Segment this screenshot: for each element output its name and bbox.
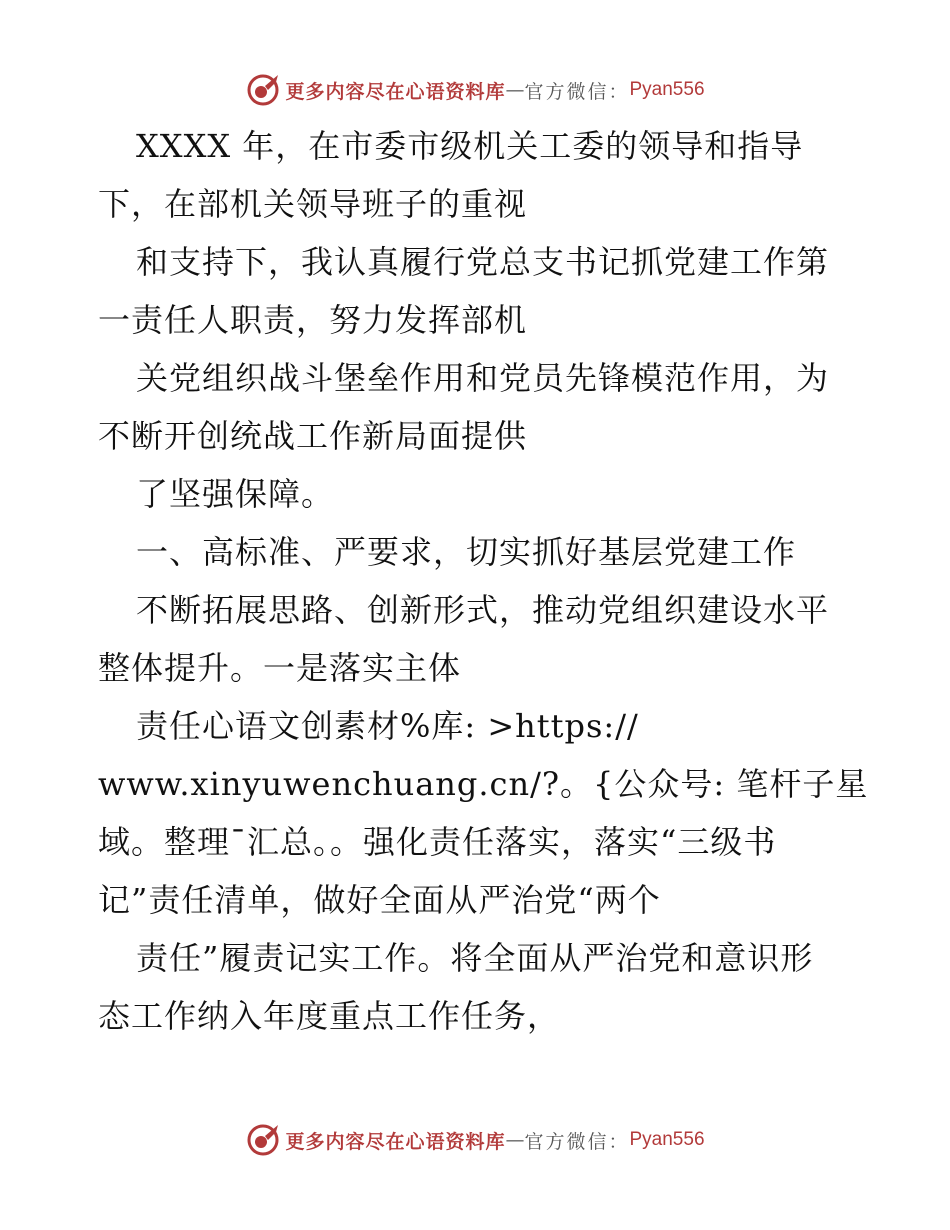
body-line: 不断开创统战工作新局面提供 <box>98 417 528 455</box>
section-heading: 一、高标准、严要求，切实抓好基层党建工作 <box>136 533 797 571</box>
body-line: 域。整理¯汇总。。强化责任落实，落实“三级书 <box>98 823 777 861</box>
watermark-header <box>0 70 950 110</box>
watermark-wechat-id: Pyan556 <box>629 79 705 100</box>
body-line: 责任心语文创素材%库: >https:// <box>136 707 639 745</box>
body-line: 和支持下，我认真履行党总支书记抓党建工作第 <box>136 243 830 281</box>
body-line: 态工作纳入年度重点工作任务， <box>98 997 561 1035</box>
watermark-footer <box>0 1120 950 1160</box>
body-line: 下，在部机关领导班子的重视 <box>98 185 528 223</box>
watermark-wechat-label: 官方微信： <box>524 80 630 103</box>
quill-seal-icon <box>245 72 281 108</box>
watermark-wechat-label: 官方微信： <box>524 1130 630 1153</box>
watermark-separator: — <box>505 1129 525 1151</box>
body-line: 关党组织战斗堡垒作用和党员先锋模范作用，为 <box>136 359 830 397</box>
body-line: 了坚强保障。 <box>136 475 335 513</box>
watermark-main-text: 更多内容尽在心语资料库 <box>285 1130 506 1153</box>
body-line: 一责任人职责，努力发挥部机 <box>98 301 528 339</box>
body-line: 责任”履责记实工作。将全面从严治党和意识形 <box>136 939 814 977</box>
body-line: 不断拓展思路、创新形式，推动党组织建设水平 <box>136 591 830 629</box>
body-line: XXXX 年，在市委市级机关工委的领导和指导 <box>136 127 804 165</box>
body-line: 整体提升。一是落实主体 <box>98 649 462 687</box>
watermark-separator: — <box>505 79 525 101</box>
watermark-main-text: 更多内容尽在心语资料库 <box>285 80 506 103</box>
body-line: www.xinyuwenchuang.cn/?。{公众号: 笔杆子星 <box>98 765 869 803</box>
quill-seal-icon <box>245 1122 281 1158</box>
watermark-wechat-id: Pyan556 <box>629 1129 705 1150</box>
body-line: 记”责任清单，做好全面从严治党“两个 <box>98 881 661 919</box>
document-body <box>98 117 868 1045</box>
